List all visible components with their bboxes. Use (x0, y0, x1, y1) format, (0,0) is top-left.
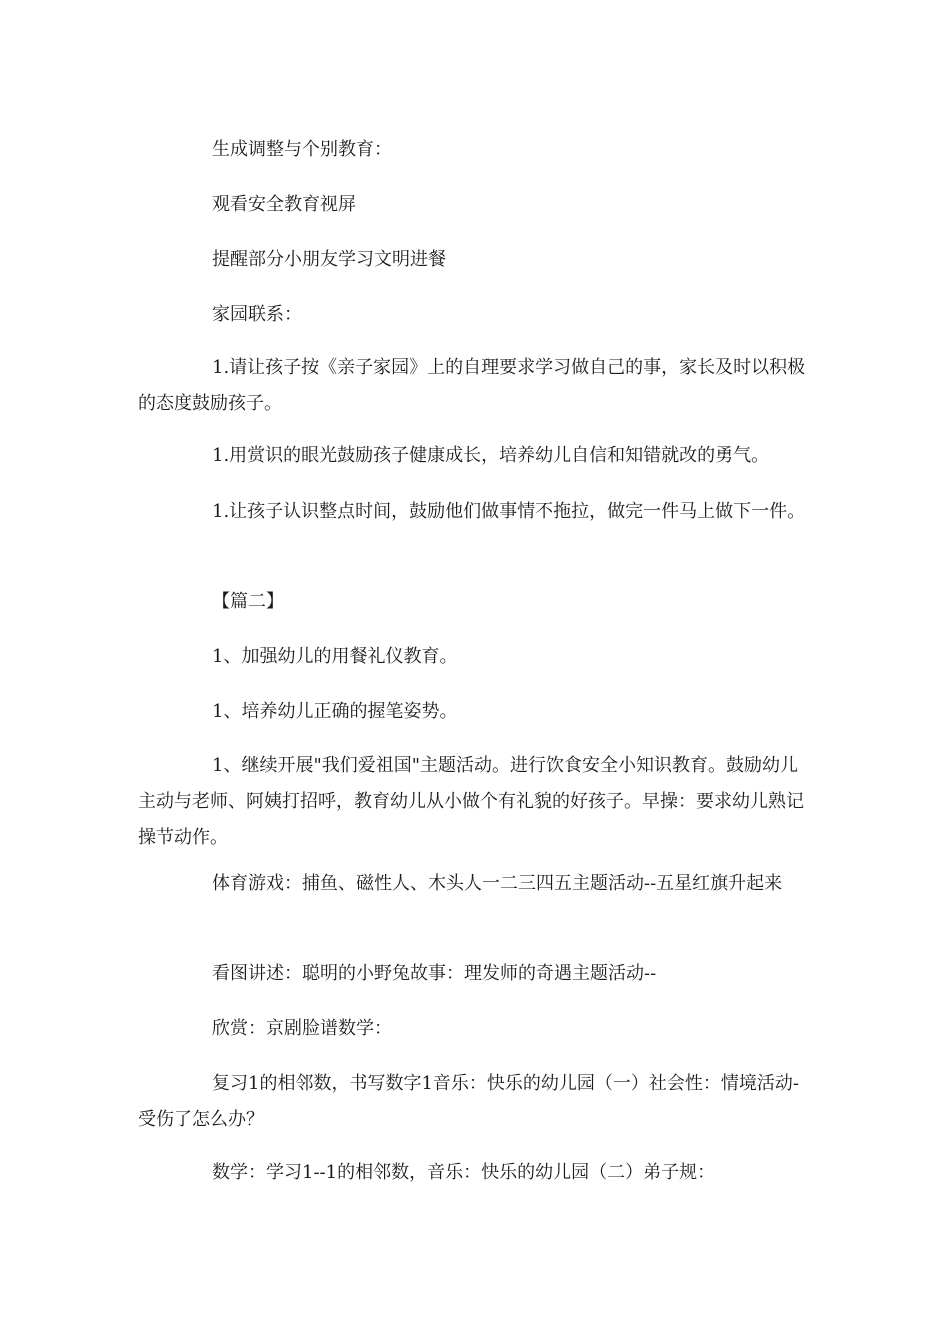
paragraph: 体育游戏：捕鱼、磁性人、木头人一二三四五主题活动--五星红旗升起来 (212, 873, 783, 894)
paragraph: 1、加强幼儿的用餐礼仪教育。 (212, 646, 458, 667)
paragraph: 1.请让孩子按《亲子家园》上的自理要求学习做自己的事，家长及时以积极的态度鼓励孩子。 (138, 357, 806, 414)
paragraph: 家园联系： (212, 304, 302, 325)
section-heading: 【篇二】 (212, 591, 284, 612)
paragraph: 数学：学习1--1的相邻数，音乐：快乐的幼儿园（二）弟子规： (212, 1162, 716, 1183)
paragraph: 欣赏：京剧脸谱数学： (212, 1018, 392, 1039)
paragraph: 1.用赏识的眼光鼓励孩子健康成长，培养幼儿自信和知错就改的勇气。 (212, 445, 770, 466)
paragraph: 复习1的相邻数，书写数字1音乐：快乐的幼儿园（一）社会性：情境活动-受伤了怎么办？ (138, 1073, 799, 1130)
paragraph: 提醒部分小朋友学习文明进餐 (212, 249, 446, 270)
paragraph: 1.让孩子认识整点时间，鼓励他们做事情不拖拉，做完一件马上做下一件。 (212, 501, 806, 522)
paragraph: 1、培养幼儿正确的握笔姿势。 (212, 701, 458, 722)
paragraph: 1、继续开展"我们爱祖国"主题活动。进行饮食安全小知识教育。鼓励幼儿主动与老师、阿姨打招呼，教育幼儿从小做个有礼貌的好孩子。早操：要求幼儿熟记操节动作。 (138, 755, 804, 848)
paragraph: 生成调整与个别教育： (212, 139, 392, 160)
paragraph: 观看安全教育视屏 (212, 194, 356, 215)
paragraph: 看图讲述：聪明的小野兔故事：理发师的奇遇主题活动-- (212, 963, 657, 984)
